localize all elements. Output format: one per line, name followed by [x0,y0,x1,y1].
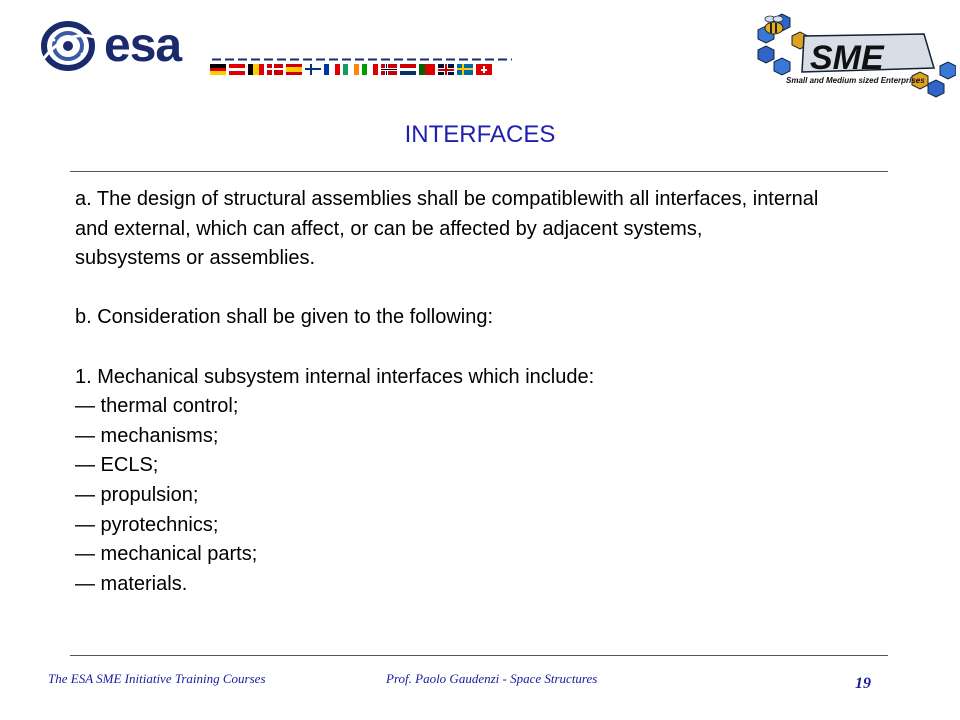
page-number: 19 [855,675,871,692]
sme-logo-text: SME [810,39,884,77]
flag-finland-icon [305,64,321,75]
flag-denmark-icon [267,64,283,75]
footer-author: Prof. Paolo Gaudenzi - Space Structures [386,671,598,686]
title-divider [70,171,888,172]
member-flags [210,64,492,75]
spacer [75,274,960,304]
flag-netherlands-icon [400,64,416,75]
paragraph-a-line: a. The design of structural assemblies shall be compatiblewith all interfaces, internal [75,188,819,210]
item-1-heading: 1. Mechanical subsystem internal interfaces which include: [75,365,595,388]
logo-underline [212,58,512,61]
flag-france-icon [324,64,340,75]
esa-logo-text: esa [104,19,182,72]
slide-title: INTERFACES [404,121,556,148]
flag-sweden-icon [457,64,473,75]
flag-spain-icon [286,64,302,75]
flag-norway-icon [381,64,397,75]
flag-portugal-icon [419,64,435,75]
list-item: — thermal control; [75,395,239,418]
list-item: — pyrotechnics; [75,513,219,536]
footer-divider [70,655,888,656]
flag-belgium-icon [248,64,264,75]
paragraph-a-line: and external, which can affect, or can be affected by adjacent systems, [75,217,703,240]
flag-italy-icon [362,64,378,75]
sme-logo-subtitle: Small and Medium sized Enterprises [786,76,925,85]
flag-uk-icon [438,64,454,75]
flag-austria-icon [229,64,245,75]
paragraph-a-line: subsystems or assemblies. [75,247,316,270]
spacer [75,333,960,363]
list-item: — mechanisms; [75,424,219,447]
bee-icon [765,16,783,34]
flag-ireland-icon [343,64,359,75]
footer-course: The ESA SME Initiative Training Courses [48,671,266,686]
list-item: — materials. [75,572,188,595]
esa-swirl-icon [44,24,98,68]
slide-body [75,185,960,599]
flag-switzerland-icon [476,64,492,75]
list-item: — mechanical parts; [75,543,258,566]
list-item: — propulsion; [75,483,199,506]
flag-germany-icon [210,64,226,75]
paragraph-b: b. Consideration shall be given to the following: [75,306,494,329]
list-item: — ECLS; [75,454,159,477]
